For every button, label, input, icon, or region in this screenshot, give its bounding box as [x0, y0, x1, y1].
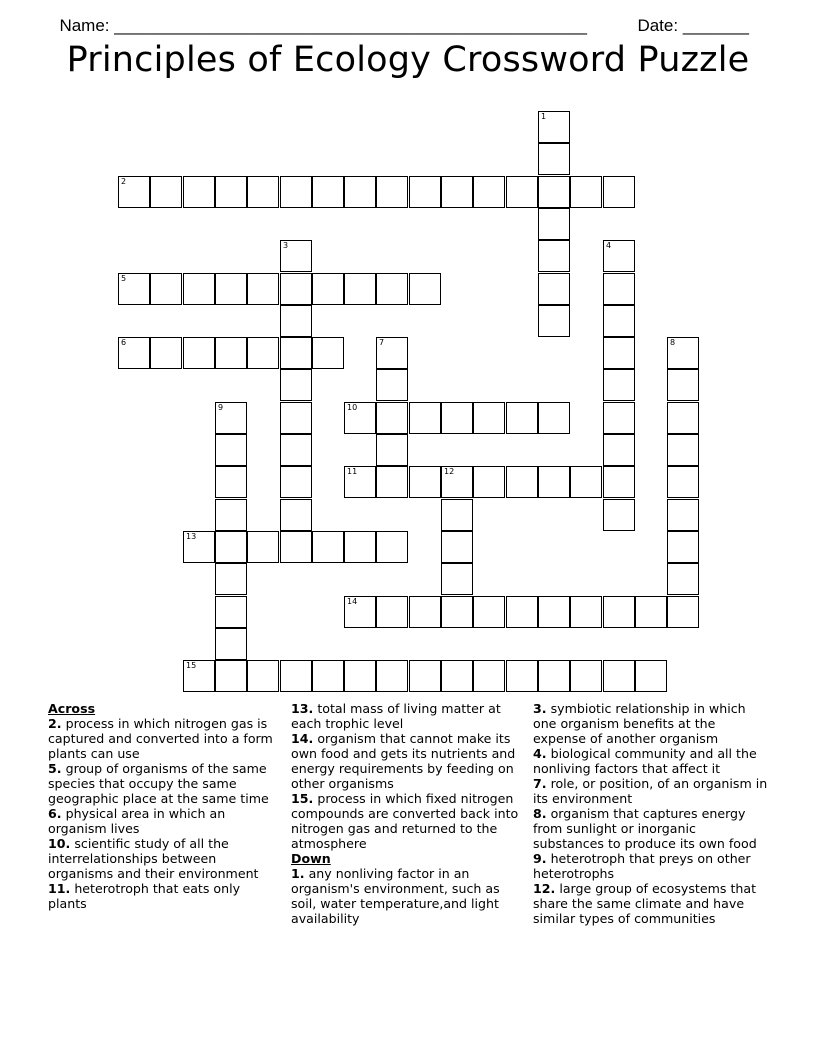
crossword-cell[interactable] [409, 660, 441, 692]
crossword-cell[interactable] [570, 176, 602, 208]
clue-number: 1 [541, 112, 547, 121]
crossword-cell[interactable] [376, 176, 408, 208]
crossword-cell[interactable] [183, 531, 215, 563]
clue-down-8: 8. organism that captures energy from sunlight or inorganic substances to produce its own food [533, 806, 757, 851]
crossword-cell[interactable] [409, 176, 441, 208]
name-field [50, 0, 587, 36]
crossword-cell[interactable] [312, 660, 344, 692]
crossword-cell[interactable] [215, 660, 247, 692]
crossword-cell[interactable] [603, 466, 635, 498]
crossword-cell[interactable] [538, 240, 570, 272]
crossword-cell[interactable] [280, 660, 312, 692]
clue-down-12: 12. large group of ecosystems that share the same climate and have similar types of communities [533, 881, 757, 926]
crossword-cell[interactable] [280, 402, 312, 434]
crossword-cell[interactable] [441, 563, 473, 595]
crossword-cell[interactable] [215, 628, 247, 660]
crossword-cell[interactable] [150, 176, 182, 208]
crossword-cell[interactable] [150, 273, 182, 305]
crossword-cell[interactable] [667, 466, 699, 498]
clue-number: 9 [218, 403, 224, 412]
crossword-cell[interactable] [215, 531, 247, 563]
crossword-cell[interactable] [183, 660, 215, 692]
crossword-cell[interactable] [312, 273, 344, 305]
crossword-cell[interactable] [667, 563, 699, 595]
crossword-cell[interactable] [667, 402, 699, 434]
crossword-cell[interactable] [215, 402, 247, 434]
clue-number: 8 [670, 338, 676, 347]
crossword-cell[interactable] [376, 402, 408, 434]
crossword-cell[interactable] [667, 499, 699, 531]
crossword-cell[interactable] [247, 176, 279, 208]
crossword-cell[interactable] [441, 402, 473, 434]
crossword-cell[interactable] [538, 176, 570, 208]
clue-across-6: 6. physical area in which an organism lives [48, 806, 226, 836]
crossword-cell[interactable] [538, 111, 570, 143]
clue-number: 4 [606, 241, 612, 250]
crossword-cell[interactable] [183, 337, 215, 369]
crossword-cell[interactable] [376, 273, 408, 305]
crossword-cell[interactable] [376, 531, 408, 563]
clue-down-4: 4. biological community and all the nonliving factors that affect it [533, 746, 757, 776]
crossword-cell[interactable] [344, 273, 376, 305]
crossword-cell[interactable] [215, 466, 247, 498]
crossword-cell[interactable] [409, 402, 441, 434]
crossword-cell[interactable] [280, 434, 312, 466]
clue-across-5: 5. group of organisms of the same species that occupy the same geographic place at the same time [48, 761, 269, 806]
crossword-cell[interactable] [603, 240, 635, 272]
crossword-cell[interactable] [150, 337, 182, 369]
crossword-cell[interactable] [667, 337, 699, 369]
crossword-cell[interactable] [409, 273, 441, 305]
crossword-cell[interactable] [635, 660, 667, 692]
crossword-cell[interactable] [603, 499, 635, 531]
crossword-cell[interactable] [603, 596, 635, 628]
clues-column-2 [291, 701, 519, 926]
crossword-cell[interactable] [538, 596, 570, 628]
crossword-cell[interactable] [344, 531, 376, 563]
crossword-cell[interactable] [376, 337, 408, 369]
clue-down-7: 7. role, or position, of an organism in its environment [533, 776, 768, 806]
crossword-cell[interactable] [667, 596, 699, 628]
crossword-cell[interactable] [247, 273, 279, 305]
crossword-cell[interactable] [215, 337, 247, 369]
crossword-cell[interactable] [603, 176, 635, 208]
puzzle-title: Principles of Ecology Crossword Puzzle [66, 40, 750, 80]
crossword-cell[interactable] [538, 402, 570, 434]
crossword-cell[interactable] [312, 176, 344, 208]
crossword-cell[interactable] [506, 466, 538, 498]
crossword-cell[interactable] [280, 337, 312, 369]
clue-number: 7 [379, 338, 385, 347]
date-line: _______ [682, 16, 749, 35]
crossword-cell[interactable] [376, 434, 408, 466]
crossword-cell[interactable] [118, 176, 150, 208]
clue-number: 5 [121, 274, 127, 283]
crossword-cell[interactable] [538, 660, 570, 692]
crossword-cell[interactable] [506, 176, 538, 208]
crossword-cell[interactable] [570, 660, 602, 692]
crossword-cell[interactable] [215, 273, 247, 305]
crossword-cell[interactable] [215, 499, 247, 531]
crossword-cell[interactable] [280, 499, 312, 531]
crossword-cell[interactable] [667, 434, 699, 466]
crossword-cell[interactable] [570, 466, 602, 498]
crossword-cell[interactable] [441, 499, 473, 531]
crossword-cell[interactable] [441, 660, 473, 692]
crossword-cell[interactable] [409, 596, 441, 628]
crossword-cell[interactable] [603, 273, 635, 305]
crossword-cell[interactable] [215, 434, 247, 466]
crossword-cell[interactable] [603, 305, 635, 337]
clue-across-15: 15. process in which fixed nitrogen compounds are converted back into nitrogen gas and returned to the atmosphere [291, 791, 519, 851]
crossword-cell[interactable] [344, 466, 376, 498]
crossword-cell[interactable] [215, 596, 247, 628]
name-line: __________________________________________________ [114, 16, 587, 35]
crossword-cell[interactable] [603, 337, 635, 369]
date-label: Date: [637, 16, 683, 35]
crossword-cell[interactable] [344, 660, 376, 692]
clue-number: 6 [121, 338, 127, 347]
crossword-cell[interactable] [603, 402, 635, 434]
crossword-cell[interactable] [635, 596, 667, 628]
crossword-cell[interactable] [441, 596, 473, 628]
crossword-cell[interactable] [538, 305, 570, 337]
down-heading: Down [291, 851, 331, 866]
clue-down-9: 9. heterotroph that preys on other heterotrophs [533, 851, 751, 881]
crossword-cell[interactable] [376, 596, 408, 628]
clue-number: 2 [121, 177, 127, 186]
crossword-cell[interactable] [344, 402, 376, 434]
clue-number: 14 [347, 597, 358, 606]
crossword-cell[interactable] [538, 466, 570, 498]
crossword-cell[interactable] [473, 466, 505, 498]
crossword-cell[interactable] [312, 337, 344, 369]
clue-number: 11 [347, 467, 358, 476]
crossword-cell[interactable] [344, 596, 376, 628]
crossword-cell[interactable] [667, 531, 699, 563]
crossword-cell[interactable] [667, 369, 699, 401]
crossword-cell[interactable] [409, 466, 441, 498]
crossword-cell[interactable] [603, 660, 635, 692]
clue-down-3: 3. symbiotic relationship in which one organism benefits at the expense of another organism [533, 701, 746, 746]
crossword-cell[interactable] [441, 466, 473, 498]
across-heading: Across [48, 701, 96, 716]
crossword-cell[interactable] [376, 466, 408, 498]
crossword-cell[interactable] [441, 531, 473, 563]
clue-number: 15 [186, 661, 197, 670]
clue-down-1: 1. any nonliving factor in an organism's environment, such as soil, water temperature,and light availability [291, 866, 500, 926]
crossword-cell[interactable] [280, 240, 312, 272]
crossword-cell[interactable] [118, 337, 150, 369]
clue-number: 12 [444, 467, 455, 476]
crossword-cell[interactable] [473, 596, 505, 628]
crossword-cell[interactable] [603, 434, 635, 466]
crossword-cell[interactable] [441, 176, 473, 208]
clues-column-1 [48, 701, 276, 911]
crossword-cell[interactable] [473, 402, 505, 434]
crossword-cell[interactable] [280, 466, 312, 498]
crossword-cell[interactable] [538, 273, 570, 305]
clue-across-10: 10. scientific study of all the interrelationships between organisms and their environment [48, 836, 259, 881]
crossword-cell[interactable] [215, 176, 247, 208]
clue-across-2: 2. process in which nitrogen gas is captured and converted into a form plants can use [48, 716, 273, 761]
clue-across-14: 14. organism that cannot make its own food and gets its nutrients and energy requirements by feeding on other organisms [291, 731, 516, 791]
name-label: Name: [59, 16, 115, 35]
crossword-cell[interactable] [506, 596, 538, 628]
crossword-cell[interactable] [247, 337, 279, 369]
crossword-cell[interactable] [570, 596, 602, 628]
crossword-cell[interactable] [183, 176, 215, 208]
clue-across-13: 13. total mass of living matter at each trophic level [291, 701, 501, 731]
crossword-cell[interactable] [118, 273, 150, 305]
crossword-cell[interactable] [538, 143, 570, 175]
crossword-cell[interactable] [506, 660, 538, 692]
crossword-cell[interactable] [473, 176, 505, 208]
crossword-cell[interactable] [280, 369, 312, 401]
crossword-cell[interactable] [538, 208, 570, 240]
crossword-cell[interactable] [215, 563, 247, 595]
date-field [628, 0, 749, 36]
crossword-cell[interactable] [376, 369, 408, 401]
clues-column-3 [533, 701, 769, 926]
crossword-cell[interactable] [280, 176, 312, 208]
crossword-cell[interactable] [280, 305, 312, 337]
crossword-cell[interactable] [280, 531, 312, 563]
crossword-cell[interactable] [280, 273, 312, 305]
crossword-cell[interactable] [247, 531, 279, 563]
crossword-cell[interactable] [376, 660, 408, 692]
clue-across-11: 11. heterotroph that eats only plants [48, 881, 241, 911]
crossword-cell[interactable] [312, 531, 344, 563]
crossword-cell[interactable] [183, 273, 215, 305]
crossword-cell[interactable] [506, 402, 538, 434]
clue-number: 13 [186, 532, 197, 541]
crossword-cell[interactable] [603, 369, 635, 401]
clue-number: 3 [283, 241, 289, 250]
crossword-cell[interactable] [344, 176, 376, 208]
clue-number: 10 [347, 403, 358, 412]
crossword-cell[interactable] [473, 660, 505, 692]
crossword-cell[interactable] [247, 660, 279, 692]
